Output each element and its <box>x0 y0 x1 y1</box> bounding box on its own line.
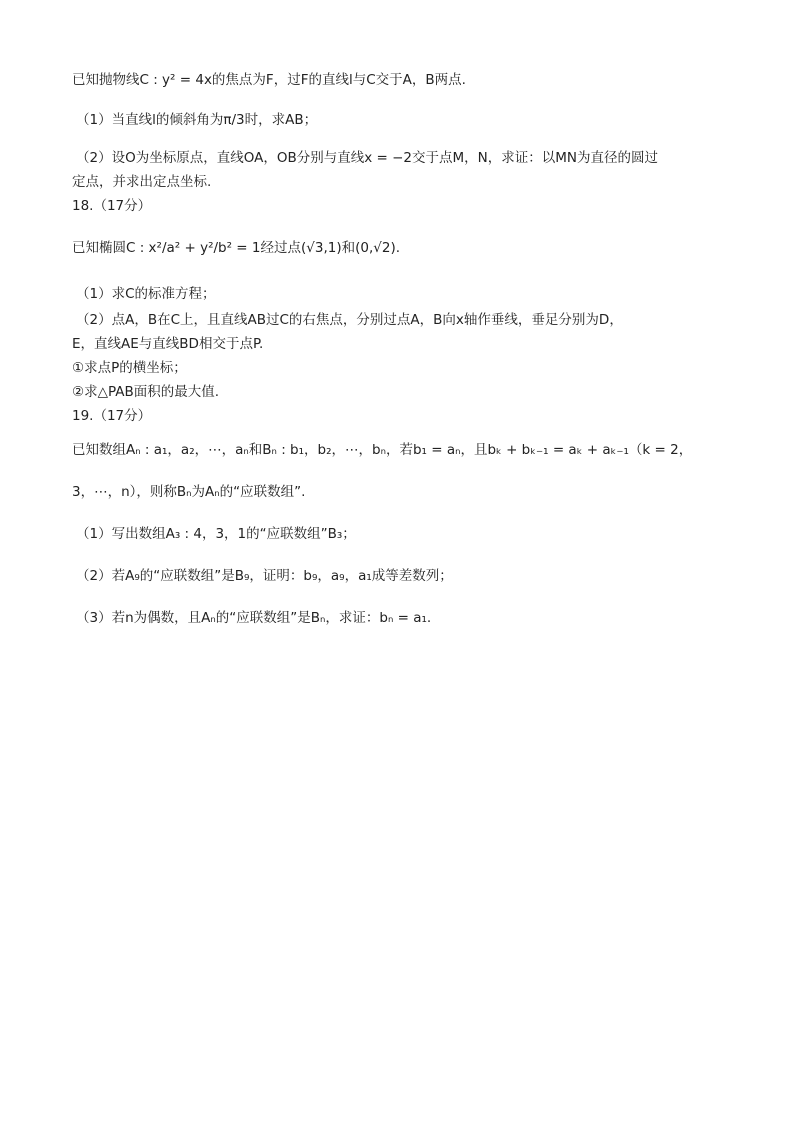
q18-question-2-line-1: （2）点A，B在C上，且直线AB过C的右焦点，分别过点A，B向x轴作垂线，垂足分别为D， <box>76 312 623 328</box>
q18-header: 18.（17分） <box>72 198 152 214</box>
q18-question-1: （1）求C的标准方程； <box>76 286 216 302</box>
q19-question-3: （3）若n为偶数，且Aₙ的“应联数组”是Bₙ，求证：bₙ = a₁. <box>76 610 432 626</box>
q19-question-2: （2）若A₉的“应联数组”是B₉，证明：b₉，a₉，a₁成等差数列； <box>76 568 453 584</box>
q18-sub-question-1: ①求点P的横坐标； <box>72 360 187 376</box>
p17-question-1: （1）当直线l的倾斜角为π/3时，求AB； <box>76 112 318 128</box>
p17-question-2-line-1: （2）设O为坐标原点，直线OA，OB分别与直线x = −2交于点M，N，求证：以MN为直径的圆过 <box>76 150 659 166</box>
q19-intro-line-2: 3，⋯，n），则称Bₙ为Aₙ的“应联数组”. <box>72 484 306 500</box>
q18-intro: 已知椭圆C : x²/a² + y²/b² = 1经过点(√3,1)和(0,√2). <box>72 240 401 256</box>
q19-header: 19.（17分） <box>72 408 152 424</box>
q19-question-1: （1）写出数组A₃ : 4，3，1的“应联数组”B₃； <box>76 526 356 542</box>
q18-question-2-line-2: E，直线AE与直线BD相交于点P. <box>72 336 264 352</box>
p17-question-2-line-2: 定点，并求出定点坐标. <box>72 174 212 190</box>
q19-intro-line-1: 已知数组Aₙ : a₁，a₂，⋯，aₙ和Bₙ : b₁，b₂，⋯，bₙ，若b₁ = aₙ，且bₖ + bₖ₋₁ = aₖ + aₖ₋₁（k = 2， <box>72 442 693 458</box>
p17-intro: 已知抛物线C : y² = 4x的焦点为F，过F的直线l与C交于A，B两点. <box>72 72 466 88</box>
q18-sub-question-2: ②求△PAB面积的最大值. <box>72 384 220 400</box>
